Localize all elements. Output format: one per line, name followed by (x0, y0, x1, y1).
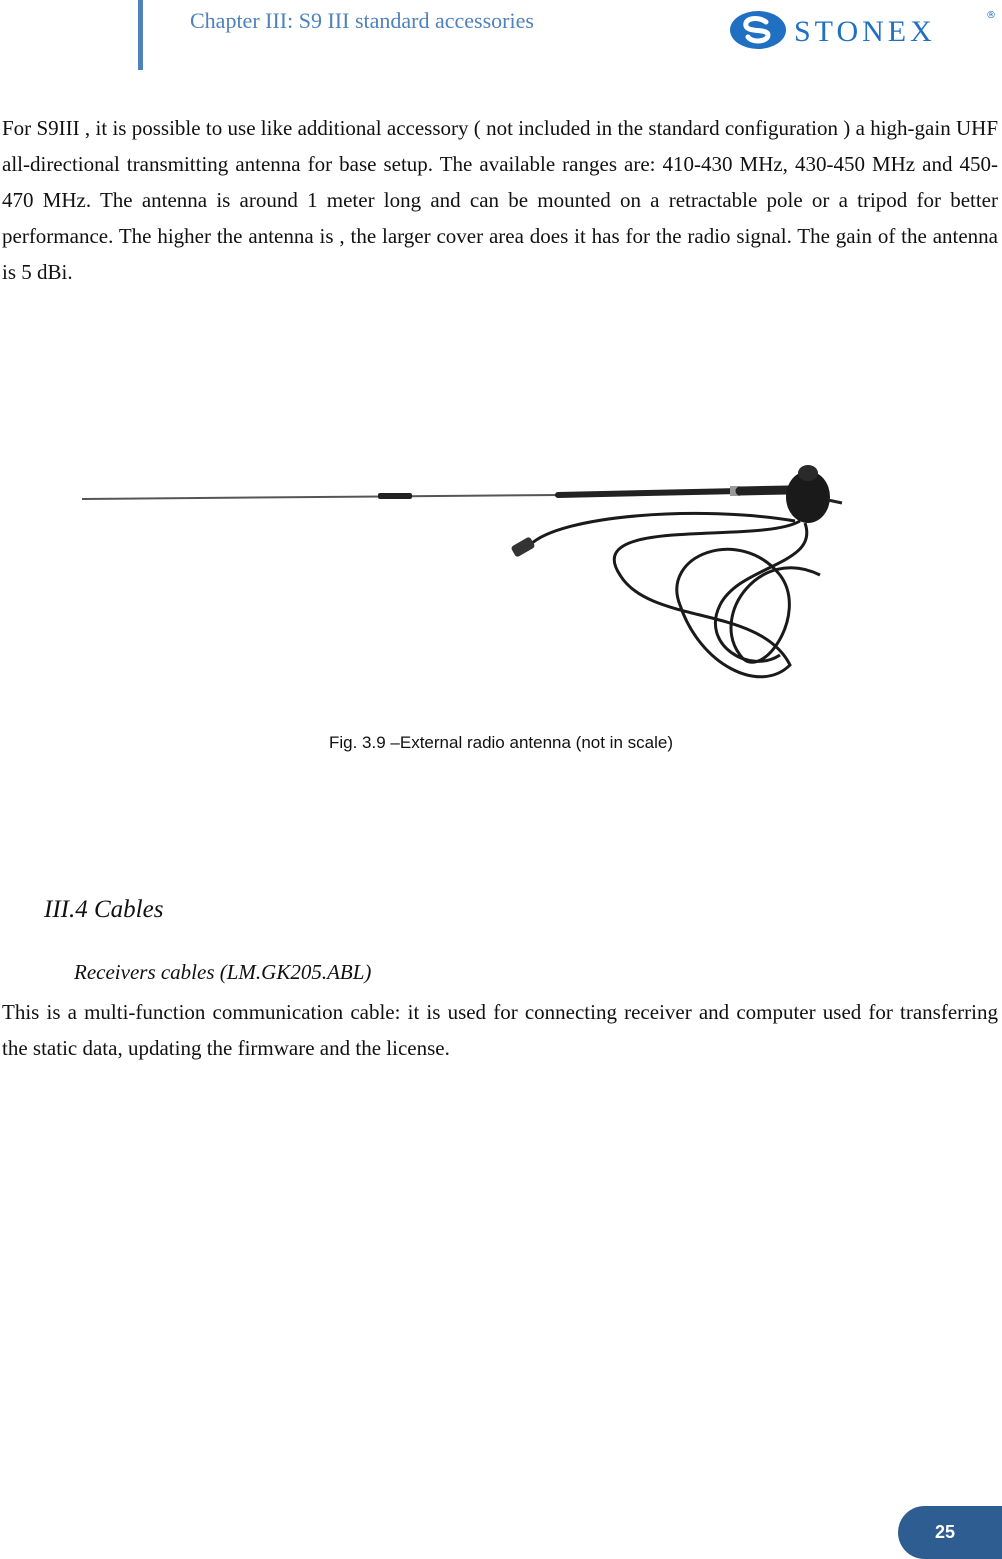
chapter-title: Chapter III: S9 III standard accessories (190, 8, 534, 33)
antenna-cable (614, 521, 820, 677)
page-number-badge (898, 1506, 1002, 1559)
header-divider-bar (138, 0, 143, 70)
intro-paragraph: For S9III , it is possible to use like additional accessory ( not included in the standard configuration ) a high-gain UHF all-directional transmitting antenna for base setup. The available ranges are: 410-430 MHz, 430-450 MHz and 450-470 MHz. The antenna is around 1 meter long and can be mounted on a retractable pole or a tripod for better performance. The higher the antenna is , the larger cover area does it has for the radio signal. The gain of the antenna is 5 dBi. (2, 116, 998, 284)
logo-wordmark: STONEX (794, 15, 936, 48)
page-number: 25 (934, 1522, 956, 1542)
figure-caption: Fig. 3.9 –External radio antenna (not in scale) (329, 733, 673, 752)
cables-paragraph: This is a multi-function communication cable: it is used for connecting receiver and computer used for transferring the static data, updating the firmware and the license. (2, 1000, 998, 1060)
antenna-base-tube (558, 491, 740, 495)
sub-heading: Receivers cables (LM.GK205.ABL) (74, 960, 372, 984)
logo-registered-mark: ® (986, 10, 996, 21)
stonex-logo (728, 6, 996, 52)
antenna-figure (60, 455, 880, 695)
section-heading: III.4 Cables (44, 896, 164, 923)
antenna-connector (510, 536, 535, 557)
antenna-whip (82, 495, 560, 499)
antenna-loading-coil (378, 493, 412, 499)
